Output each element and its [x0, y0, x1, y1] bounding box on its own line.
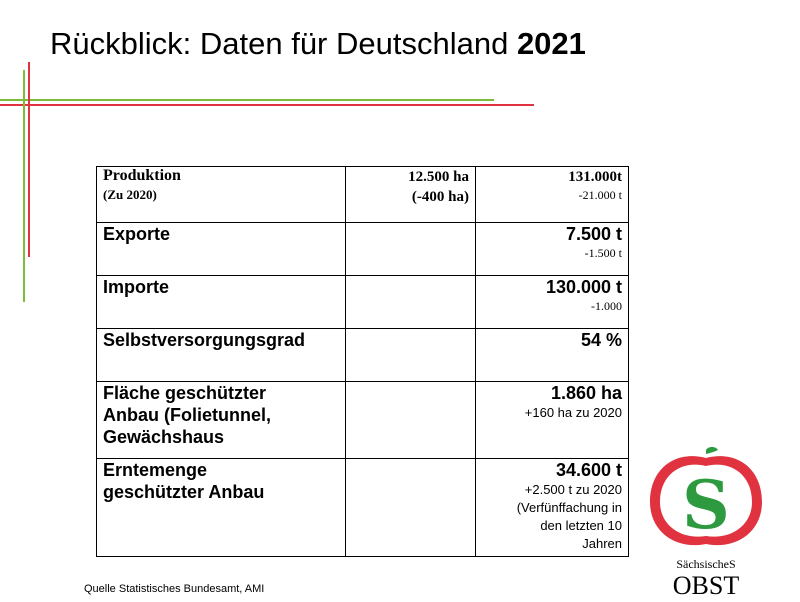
green-vertical-line [23, 70, 25, 302]
table-row-harvest [97, 459, 629, 557]
row-label-line: Erntemenge [103, 460, 208, 480]
row-label: Importe [103, 277, 170, 297]
row-label-line: Anbau (Folietunnel, [103, 405, 271, 425]
source-note: Quelle Statistisches Bundesamt, AMI [84, 583, 265, 595]
row-label: Selbstversorgungsgrad [103, 330, 306, 350]
row-label-line: Fläche geschützter [103, 383, 267, 403]
production-sub: (Zu 2020) [103, 187, 157, 202]
row-sub: +160 ha zu 2020 [524, 405, 622, 420]
statistics-table [96, 166, 629, 557]
logo-bottom-text: OBST [672, 571, 740, 598]
production-value: 131.000t [568, 169, 622, 185]
production-label: Produktion [103, 167, 181, 184]
row-value: 1.860 ha [550, 383, 622, 403]
table-row-imports [97, 276, 629, 329]
row-sub-line: (Verfünffachung in [516, 500, 622, 515]
logo-letter: S [682, 466, 730, 544]
row-value: 130.000 t [545, 277, 622, 297]
row-value: 34.600 t [555, 460, 622, 480]
row-label-line: Gewächshaus [103, 427, 225, 447]
row-sub-line: den letzten 10 [540, 518, 622, 533]
page-title: Rückblick: Daten für Deutschland 2021 [50, 26, 586, 61]
red-vertical-line [28, 62, 30, 257]
table-row-self-sufficiency [97, 329, 629, 382]
row-label-line: geschützter Anbau [103, 482, 265, 502]
row-value: 54 % [580, 330, 622, 350]
production-area: 12.500 ha [408, 169, 469, 185]
saechsisches-obst-logo [646, 444, 766, 598]
green-horizontal-line [0, 99, 494, 101]
production-change: -21.000 t [578, 188, 622, 202]
row-label: Exporte [103, 224, 171, 244]
row-sub: -1.500 t [584, 246, 622, 260]
table-row-exports [97, 223, 629, 276]
leaf-icon [706, 447, 718, 454]
table-row-protected-area [97, 382, 629, 459]
row-sub: -1.000 [591, 299, 622, 313]
production-area-change: (-400 ha) [411, 189, 469, 205]
row-value: 7.500 t [565, 224, 622, 244]
logo-top-text: SächsischeS [676, 557, 736, 571]
red-horizontal-line [0, 104, 534, 106]
row-sub-line: +2.500 t zu 2020 [524, 482, 622, 497]
table-row-production [97, 167, 629, 223]
row-sub-line: Jahren [582, 536, 622, 551]
